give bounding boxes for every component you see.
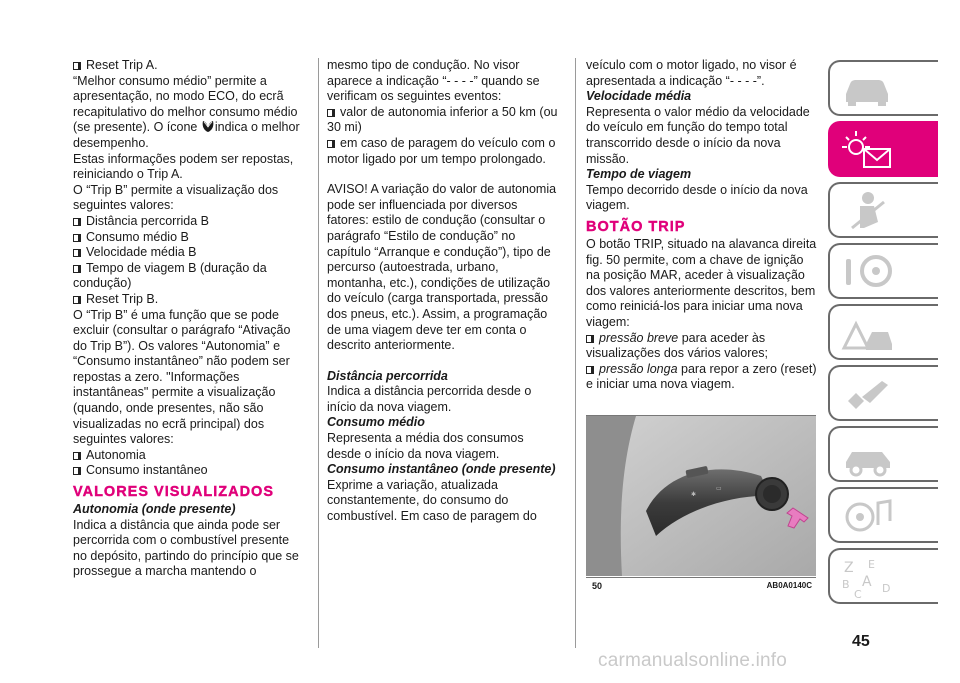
- svg-text:E: E: [868, 558, 875, 571]
- paragraph: Exprime a variação, atualizada constantemente, do consumo do combustível. Em caso de paragem do: [327, 477, 537, 524]
- bullet-icon: [73, 249, 81, 257]
- svg-text:▭: ▭: [716, 485, 722, 492]
- multimedia-icon: [838, 493, 898, 539]
- figure-code: AB0A0140C: [766, 581, 812, 590]
- page-number: 45: [852, 633, 870, 650]
- sidebar-tab-car[interactable]: [828, 60, 938, 116]
- paragraph: mesmo tipo de condução. No visor aparece a indicação “- - - -” quando se verificam os seguintes eventos:: [327, 58, 540, 104]
- svg-text:C: C: [854, 588, 862, 600]
- sidebar-tab-driving[interactable]: [828, 243, 938, 299]
- list-item: Consumo médio B: [73, 230, 305, 246]
- text-column-3: [586, 58, 818, 393]
- sidebar-tab-specs[interactable]: [828, 426, 938, 482]
- warning-lights-icon: [838, 127, 898, 173]
- figure-rule: [586, 577, 816, 578]
- car-icon: [838, 66, 898, 112]
- bullet-icon: [73, 452, 81, 460]
- paragraph: Representa o valor médio da velocidade do veículo em função do tempo total transcorrido desde o início da nova missão.: [586, 104, 810, 166]
- sidebar-tab-multimedia[interactable]: [828, 487, 938, 543]
- paragraph: Tempo decorrido desde o início da nova viagem.: [586, 182, 808, 213]
- bullet-icon: [327, 109, 335, 117]
- section-heading: VALORES VISUALIZADOS: [73, 484, 274, 501]
- sidebar-tab-safety[interactable]: [828, 182, 938, 238]
- stalk-illustration: [586, 416, 816, 576]
- figure-number: 50: [592, 581, 603, 591]
- figure-image: [586, 415, 816, 576]
- text-column-2: [327, 58, 559, 525]
- svg-text:Z: Z: [844, 560, 854, 576]
- specs-icon: [838, 432, 898, 478]
- list-item: Reset Trip B.: [73, 292, 305, 308]
- bullet-icon: [327, 140, 335, 148]
- list-item: Tempo de viagem B (duração da condução): [73, 260, 267, 291]
- paragraph: Estas informações podem ser repostas, reiniciando o Trip A.: [73, 151, 294, 182]
- list-item: valor de autonomia inferior a 50 km (ou 30 mi): [327, 104, 558, 135]
- breakdown-icon: [838, 310, 898, 356]
- subsection-heading: Distância percorrida: [327, 368, 448, 383]
- subsection-heading: Consumo médio: [327, 415, 425, 430]
- subsection-heading: Velocidade média: [586, 89, 692, 104]
- paragraph: Indica a distância percorrida desde o início da nova viagem.: [327, 384, 532, 414]
- paragraph: O “Trip B” permite a visualização dos seguintes valores:: [73, 182, 279, 213]
- key-steering-icon: [838, 249, 898, 295]
- paragraph: Indica a distância que ainda pode ser percorrida com o combustível presente no depósito, partindo do princípio que se prossegue a marcha mantendo o: [73, 517, 299, 579]
- bullet-icon: [73, 218, 81, 226]
- list-item: em caso de paragem do veículo com o motor ligado por um tempo prolongado.: [327, 135, 556, 166]
- warning-paragraph: AVISO! A variação do valor de autonomia pode ser influenciada por diversos fatores: estilo de condução (consultar o parágrafo “Estilo de condução” no capítulo “Arranque e condução”), tipo de percurso (autoestrada, urbano, montanha, etc.), condições de utilização do veículo (carga transportada, pressão dos pneus, etc.). Assim, a programação de uma viagem deve ter em conta o descrito anteriormente.: [327, 182, 557, 353]
- sidebar-tab-warning-lights[interactable]: [828, 121, 938, 177]
- list-item: pressão breve para aceder às visualizações dos vários valores;: [586, 330, 769, 361]
- figure-trip-button: [586, 415, 816, 597]
- paragraph: O botão TRIP, situado na alavanca direita fig. 50 permite, com a chave de ignição na posição MAR, aceder à visualização dos valores anteriormente descritos, bem como reiniciá-los para iniciar uma nova viagem:: [586, 236, 817, 329]
- column-separator: [318, 58, 319, 648]
- list-item: Autonomia: [73, 448, 305, 464]
- svg-text:A: A: [862, 574, 872, 590]
- bullet-icon: [73, 296, 81, 304]
- paragraph: “Melhor consumo médio” permite a apresentação, no modo ECO, do ecrã recapitulativo do melhor consumo médio (se presente). O ícone indica o melhor desempenho.: [73, 73, 300, 150]
- seat-airbag-icon: [838, 188, 898, 234]
- bullet-icon: [73, 62, 81, 70]
- sidebar-tab-emergency[interactable]: [828, 304, 938, 360]
- paragraph: veículo com o motor ligado, no visor é apresentada a indicação “- - - -”.: [586, 58, 797, 88]
- bullet-icon: [586, 366, 594, 374]
- list-item: Consumo instantâneo: [73, 463, 305, 479]
- svg-text:D: D: [882, 582, 891, 595]
- subsection-heading: Autonomia (onde presente): [73, 502, 236, 517]
- bullet-icon: [73, 467, 81, 475]
- bullet-icon: [73, 265, 81, 273]
- subsection-heading: Tempo de viagem: [586, 167, 692, 182]
- index-icon: [838, 554, 898, 600]
- text-column-1: [73, 58, 305, 580]
- bullet-icon: [586, 335, 594, 343]
- paragraph: Representa a média dos consumos desde o início da nova viagem.: [327, 431, 524, 461]
- sidebar-tab-index[interactable]: [828, 548, 938, 604]
- list-item: Velocidade média B: [73, 245, 305, 261]
- list-item: Reset Trip A.: [73, 58, 305, 74]
- svg-text:B: B: [842, 578, 850, 591]
- eco-leaf-icon: [201, 120, 215, 133]
- bullet-icon: [73, 234, 81, 242]
- column-separator: [575, 58, 576, 648]
- maintenance-icon: [838, 371, 898, 417]
- subsection-heading: Consumo instantâneo (onde presente): [327, 462, 556, 477]
- paragraph: O “Trip B” é uma função que se pode excluir (consultar o parágrafo “Ativação do Trip B”). Os valores “Autonomia” e “Consumo instantâneo” não podem ser repostas a zero. "Informações instantâneas" permite a visualização (quando, onde presentes, não são visualizadas no ecrã principal) dos seguintes valores:: [73, 307, 291, 447]
- svg-text:✱: ✱: [691, 491, 697, 498]
- list-item: Distância percorrida B: [73, 214, 305, 230]
- section-heading: BOTÃO TRIP: [586, 218, 686, 235]
- list-item: pressão longa para repor a zero (reset) e iniciar uma nova viagem.: [586, 361, 817, 392]
- watermark: carmanualsonline.info: [598, 650, 788, 671]
- sidebar-tab-maintenance[interactable]: [828, 365, 938, 421]
